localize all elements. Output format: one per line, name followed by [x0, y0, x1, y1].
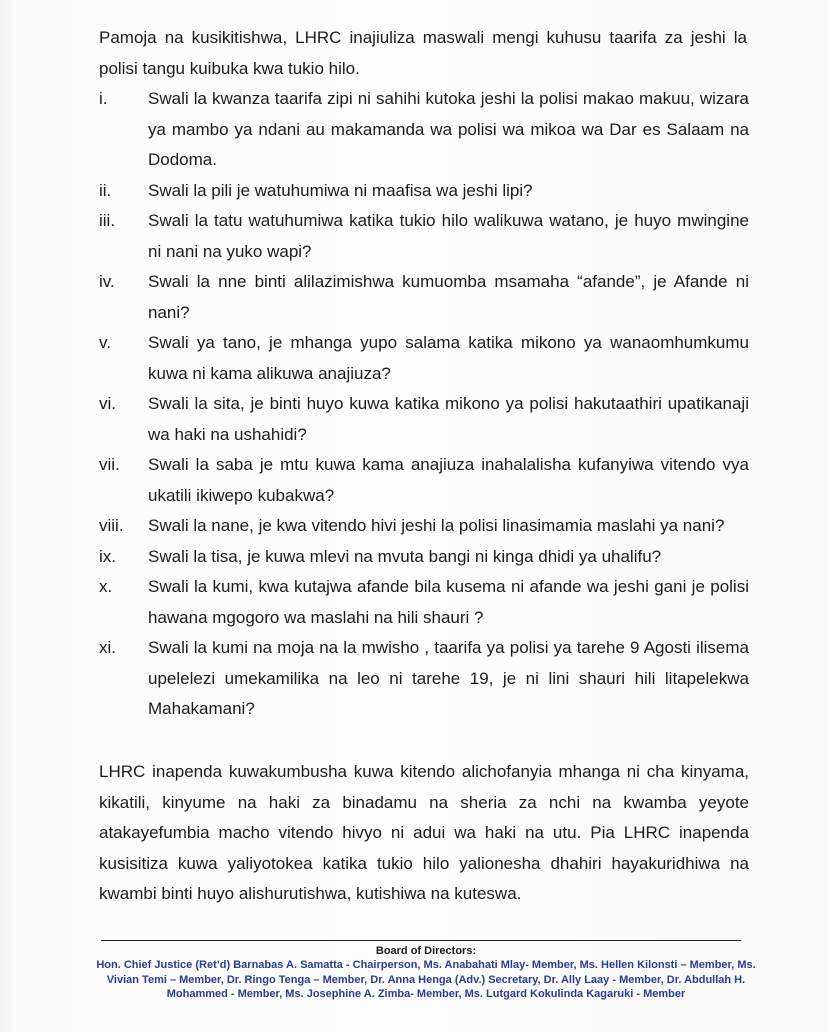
closing-paragraph: LHRC inapenda kuwakumbusha kuwa kitendo alichofanyia mhanga ni cha kinyama, kikatili, kinyume na haki za binadamu na sheria za nchi na kwamba yeyote atakayefumbia macho vitendo hivyo ni adui wa haki na utu. Pia LHRC inapenda kusisitiza kuwa yaliyotokea katika tukio hilo yalionesha dhahiri hayakuridhiwa na kwambi binti huyo alishurutishwa, kutishiwa na kuteswa.	[99, 762, 749, 903]
list-item-number: x.	[99, 577, 113, 596]
list-item-number: ix.	[99, 546, 116, 566]
list-item-text: Swali la tatu watuhumiwa katika tukio hilo walikuwa watano, je huyo mwingine ni nani na yuko wapi?	[148, 211, 749, 261]
list-item-number: vii.	[99, 455, 120, 474]
list-item-text: Swali la pili je watuhumiwa ni maafisa wa jeshi lipi?	[148, 180, 533, 200]
list-item-text: Swali la nane, je kwa vitendo hivi jeshi la polisi linasimamia maslahi ya nani?	[148, 516, 725, 535]
list-item-text: Swali la saba je mtu kuwa kama anajiuza inahalalisha kufanyiwa vitendo vya ukatili ikiwepo kubakwa?	[148, 455, 749, 505]
list-item-number: iv.	[99, 272, 115, 291]
board-heading: Board of Directors:	[375, 945, 477, 957]
list-item	[99, 450, 749, 511]
list-item-text: Swali la tisa, je kuwa mlevi na mvuta bangi ni kinga dhidi ya uhalifu?	[148, 546, 662, 566]
intro-paragraph: Pamoja na kusikitishwa, LHRC inajiuliza maswali mengi kuhusu taarifa za jeshi la polisi tangu kuibuka kwa tukio hilo.	[99, 28, 747, 78]
list-item-number: iii.	[99, 211, 116, 230]
list-item-number: xi.	[99, 638, 116, 657]
footer-divider	[101, 940, 741, 941]
list-item	[99, 542, 749, 573]
list-item-number: i.	[99, 89, 108, 108]
list-item	[99, 328, 749, 389]
list-item-text: Swali ya tano, je mhanga yupo salama katika mikono ya wanaomhumkumu kuwa ni kama alikuwa anajiuza?	[148, 333, 749, 383]
board-of-directors-footer	[96, 944, 756, 1002]
list-item-number: v.	[99, 333, 111, 352]
board-members: Hon. Chief Justice (Ret’d) Barnabas A. Samatta - Chairperson, Ms. Anabahati Mlay- Member, Ms. Hellen Kilonsti – Member, Ms. Vivian Temi – Member, Dr. Ringo Tenga – Member, Dr. Anna Henga (Adv.) Secretary, Dr. Ally Laay - Member, Dr. Abdullah H. Mohammed - Member, Ms. Josephine A. Zimba- Member, Ms. Lutgard Kokulinda Kagaruki - Member	[96, 959, 756, 1001]
list-item	[99, 633, 749, 725]
list-item-number: viii.	[99, 516, 124, 535]
list-item-text: Swali la sita, je binti huyo kuwa katika mikono ya polisi hakutaathiri upatikanaji wa haki na ushahidi?	[148, 394, 749, 444]
list-item	[99, 389, 749, 450]
list-item	[99, 84, 749, 176]
questions-list	[99, 84, 749, 725]
list-item	[99, 267, 749, 328]
list-item-text: Swali la kwanza taarifa zipi ni sahihi kutoka jeshi la polisi makao makuu, wizara ya mambo ya ndani au makamanda wa polisi wa mikoa wa Dar es Salaam na Dodoma.	[148, 89, 749, 169]
list-item-text: Swali la nne binti alilazimishwa kumuomba msamaha “afande”, je Afande ni nani?	[148, 272, 749, 322]
list-item-number: vi.	[99, 394, 116, 413]
list-item	[99, 206, 749, 267]
list-item-text: Swali la kumi, kwa kutajwa afande bila kusema ni afande wa jeshi gani je polisi hawana mgogoro wa maslahi na hili shauri ?	[148, 577, 749, 627]
list-item-number: ii.	[99, 180, 112, 200]
list-item	[99, 511, 749, 542]
list-item-text: Swali la kumi na moja na la mwisho , taarifa ya polisi ya tarehe 9 Agosti ilisema upelelezi umekamilika na leo ni tarehe 19, je ni lini shauri hili litapelekwa Mahakamani?	[148, 638, 749, 718]
list-item	[99, 572, 749, 633]
list-item	[99, 176, 749, 207]
